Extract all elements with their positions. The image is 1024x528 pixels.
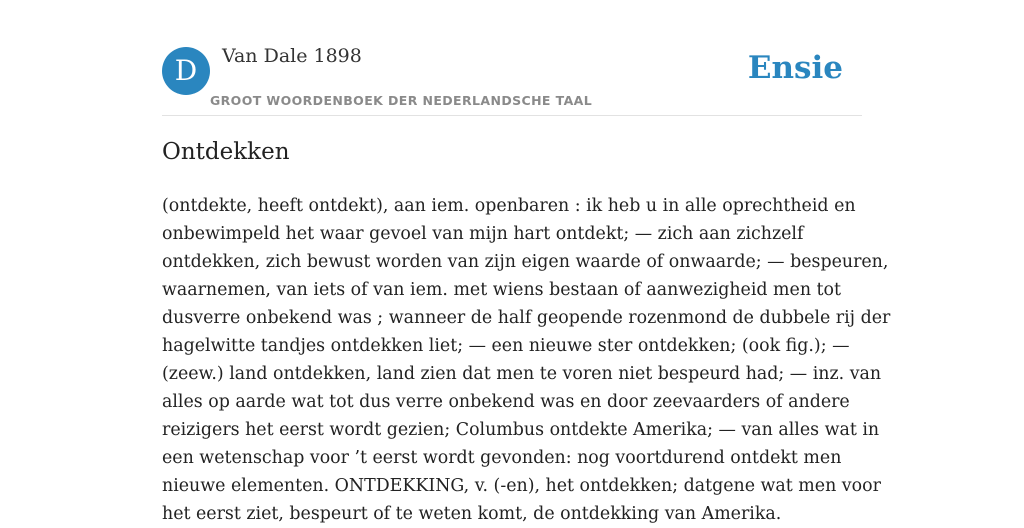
definition-line: alles op aarde wat tot dus verre onbekend was en door zeevaarders of andere <box>162 392 850 412</box>
source-title[interactable]: Van Dale 1898 <box>222 45 362 67</box>
definition-line: dusverre onbekend was ; wanneer de half geopende rozenmond de dubbele rij der <box>162 308 891 328</box>
source-subtitle: GROOT WOORDENBOEK DER NEDERLANDSCHE TAAL <box>210 93 593 108</box>
definition-line: nieuwe elementen. ONTDEKKING, v. (-en), het ontdekken; datgene wat men voor <box>162 476 881 496</box>
dictionary-logo-icon[interactable]: D <box>162 47 210 95</box>
definition-line: (ontdekte, heeft ontdekt), aan iem. openbaren : ik heb u in alle oprechtheid en <box>162 196 856 216</box>
definition-line: reizigers het eerst wordt gezien; Columbus ontdekte Amerika; — van alles wat in <box>162 420 880 440</box>
entry-title: Ontdekken <box>162 139 290 165</box>
header-divider <box>162 115 862 116</box>
brand-logo[interactable]: Ensie <box>747 50 843 86</box>
definition-line: het eerst ziet, bespeurt of te weten komt, de ontdekking van Amerika. <box>162 504 782 524</box>
definition-line: ontdekken, zich bewust worden van zijn eigen waarde of onwaarde; — bespeuren, <box>162 252 889 272</box>
definition-line: (zeew.) land ontdekken, land zien dat men te voren niet bespeurd had; — inz. van <box>162 364 882 384</box>
definition-line: onbewimpeld het waar gevoel van mijn hart ontdekt; — zich aan zichzelf <box>162 224 804 244</box>
entry-definition <box>162 192 891 528</box>
definition-line: een wetenschap voor ’t eerst wordt gevonden: nog voortdurend ontdekt men <box>162 448 842 468</box>
definition-line: waarnemen, van iets of van iem. met wiens bestaan of aanwezigheid men tot <box>162 280 842 300</box>
definition-line: hagelwitte tandjes ontdekken liet; — een nieuwe ster ontdekken; (ook fig.); — <box>162 336 850 356</box>
